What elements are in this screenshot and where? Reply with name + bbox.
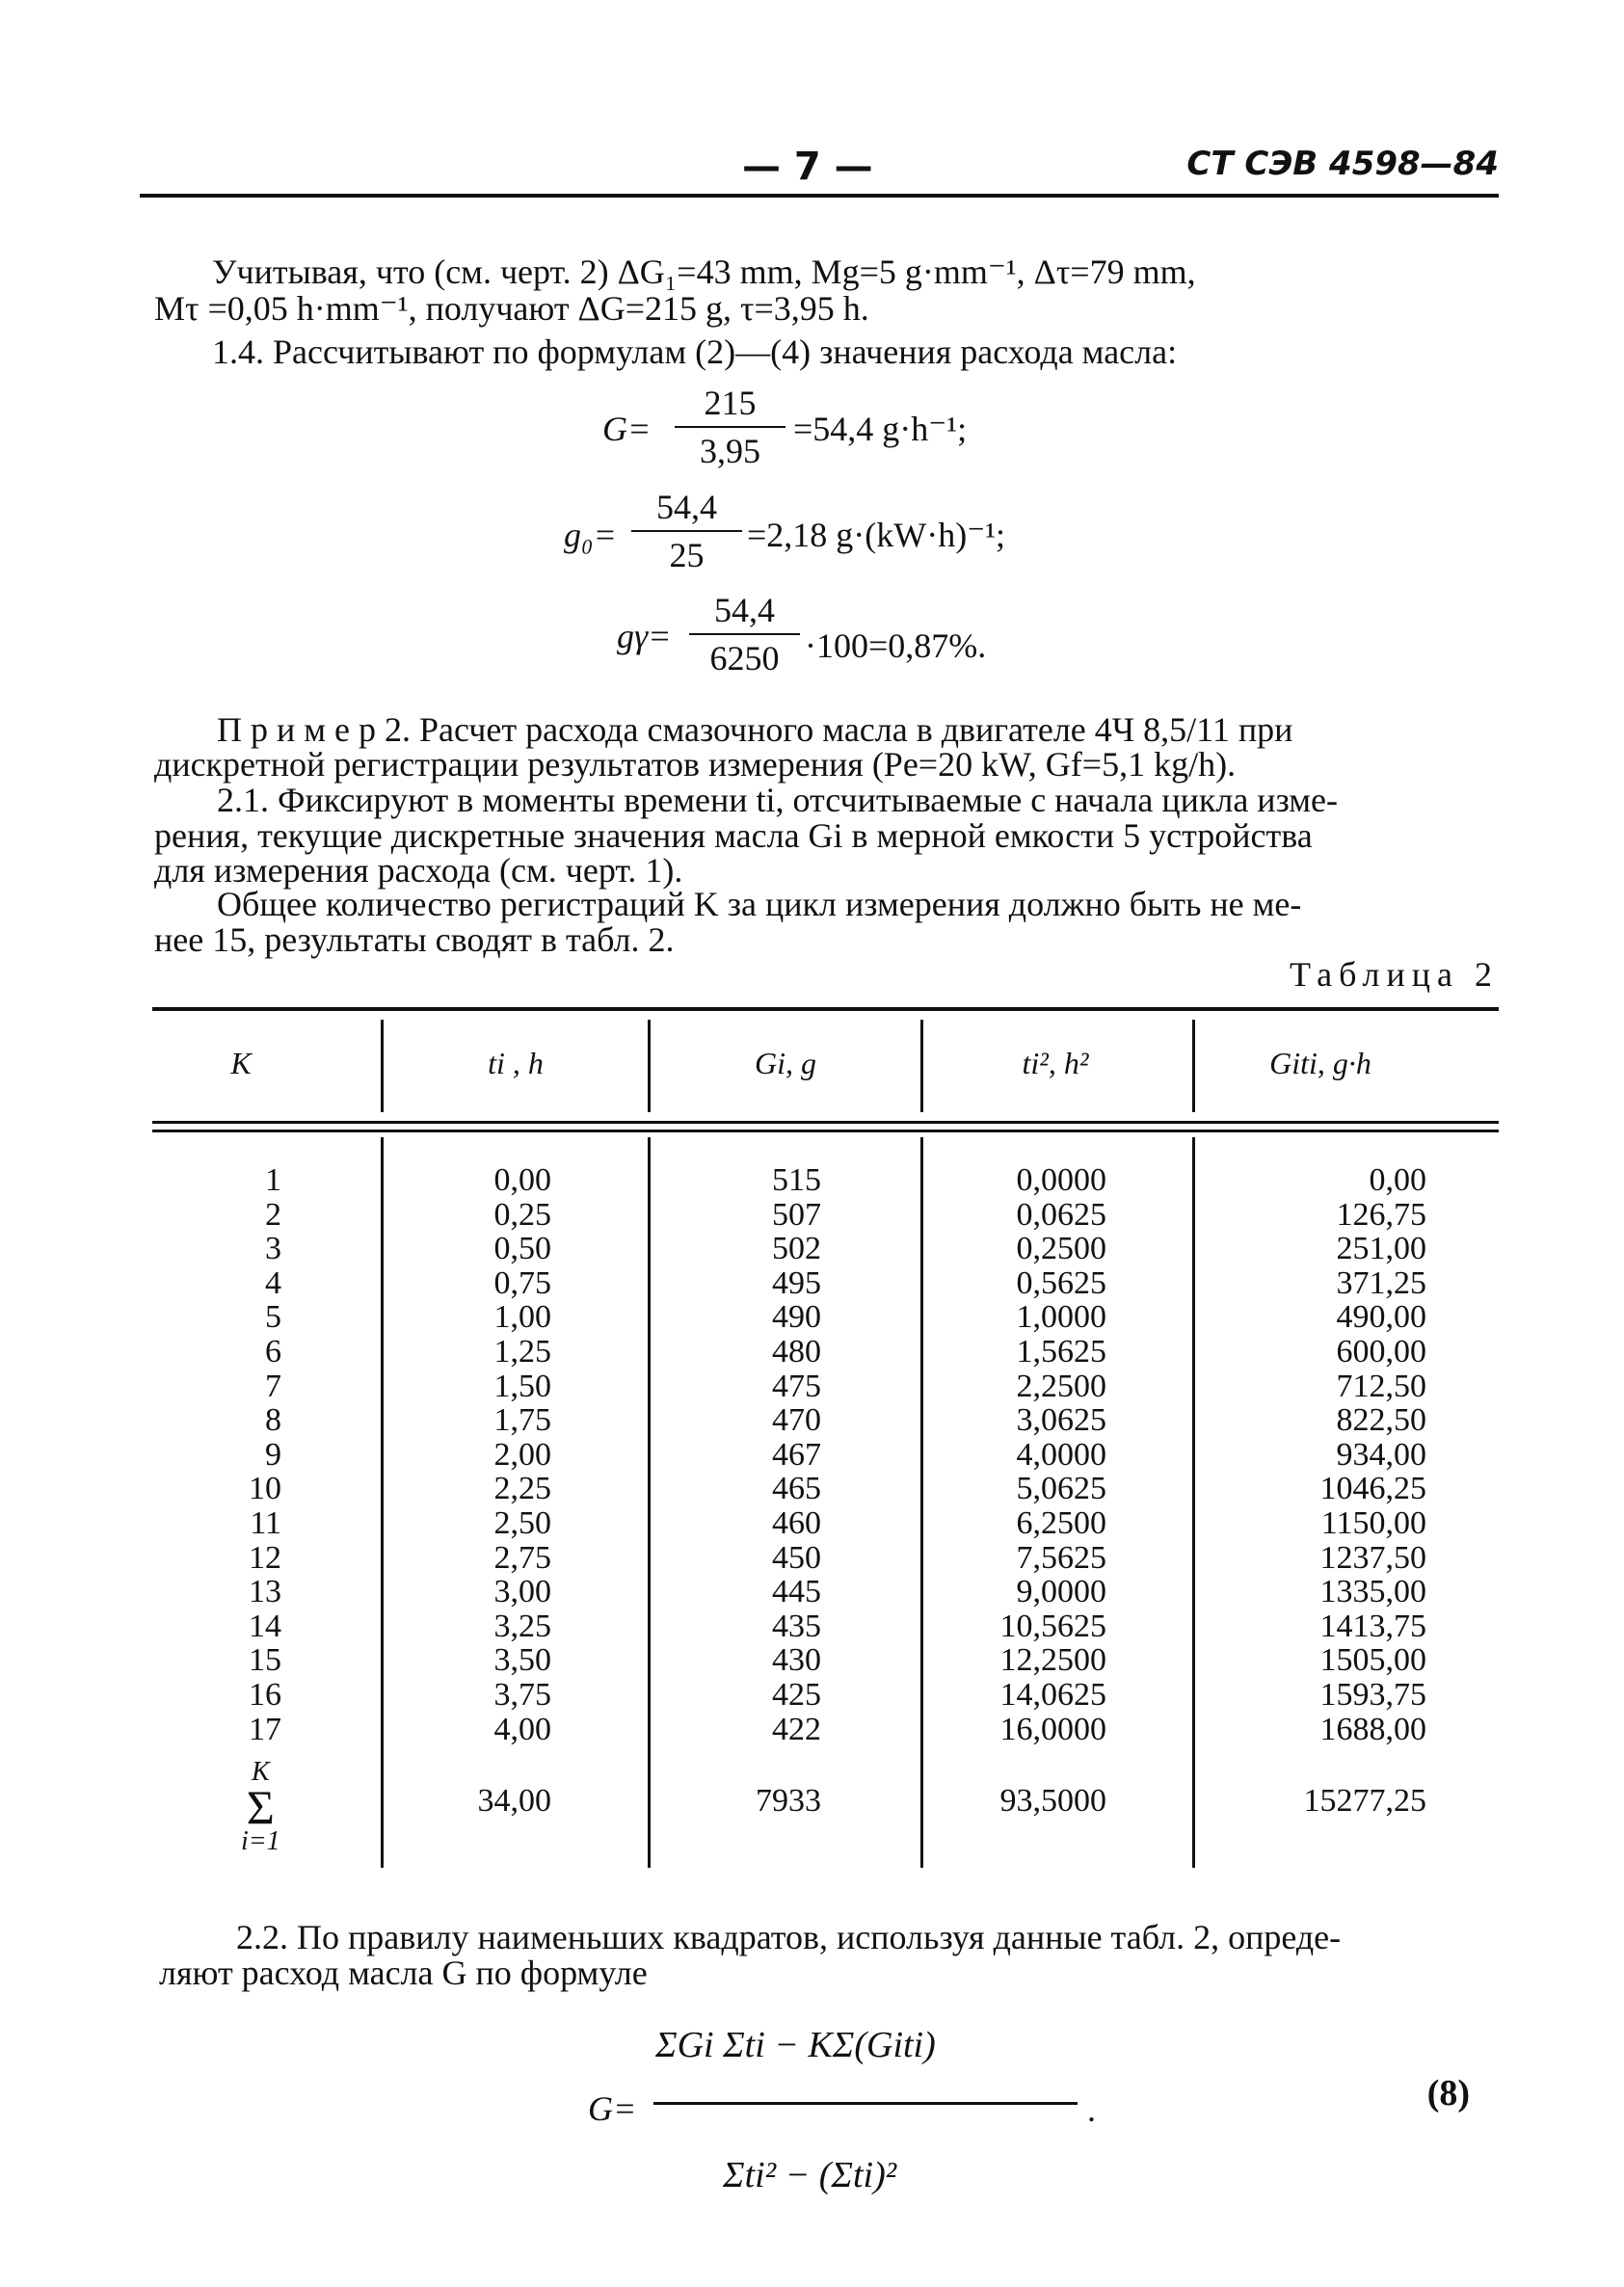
section22-line-2: ляют расход масла G по формуле [159, 1954, 648, 1992]
table-cell: 425 [772, 1676, 821, 1713]
formula1-fraction [675, 383, 785, 471]
formula1-result: =54,4 g·h⁻¹; [793, 410, 968, 448]
table-cell: 1505,00 [1319, 1642, 1426, 1679]
table-cell: 480 [772, 1333, 821, 1370]
table-cell: 16,0000 [999, 1711, 1106, 1747]
example2-line-1: П р и м е р 2. Расчет расхода смазочного масла в двигателе 4Ч 8,5/11 при [217, 710, 1293, 749]
table-cell: 10,5625 [999, 1608, 1106, 1644]
table-cell: 2,00 [493, 1436, 551, 1473]
example2-line-5: для измерения расхода (см. черт. 1). [154, 851, 683, 890]
example2-line-4: рения, текущие дискретные значения масла Gi в мерной емкости 5 устройства [154, 816, 1313, 855]
table-cell: 3,0625 [1016, 1402, 1106, 1439]
formula3-denominator: 6250 [709, 639, 780, 678]
table-cell: 8 [265, 1402, 281, 1439]
sum-upper-limit: K [252, 1757, 270, 1787]
table-cell: 0,00 [1369, 1162, 1426, 1198]
sum-lower-limit: i=1 [241, 1826, 280, 1856]
table-cell: 0,75 [493, 1264, 551, 1301]
equation-number: (8) [1426, 2073, 1470, 2114]
table-cell: 12,2500 [999, 1642, 1106, 1679]
table-cell: 3,75 [493, 1676, 551, 1713]
sum-gt: 15277,25 [1303, 1783, 1426, 1819]
header-k: K [230, 1046, 252, 1080]
column-g [742, 1163, 821, 1746]
table-cell: 4,0000 [1016, 1436, 1106, 1473]
column-t-squared [978, 1163, 1106, 1746]
table-cell: 1,25 [493, 1333, 551, 1370]
table-cell: 495 [772, 1264, 821, 1301]
table-cell: 5,0625 [1016, 1471, 1106, 1507]
formula1-lhs: G= [602, 410, 652, 448]
formula8-lhs: G= [588, 2089, 637, 2128]
table-vline-3 [920, 1137, 923, 1868]
table-cell: 9,0000 [1016, 1574, 1106, 1610]
table-cell: 14 [249, 1608, 281, 1644]
table-vline-1 [381, 1137, 384, 1868]
formula8-period: . [1087, 2090, 1096, 2129]
formula1-denominator: 3,95 [700, 432, 760, 470]
table-vline-1-head [381, 1020, 384, 1112]
table-cell: 822,50 [1336, 1402, 1426, 1439]
header-gt: Giti, g·h [1269, 1046, 1371, 1080]
table-cell: 3,50 [493, 1642, 551, 1679]
table-cell: 2,2500 [1016, 1368, 1106, 1404]
header-t: ti , h [488, 1046, 544, 1080]
formula2-lhs: g₀= [564, 516, 617, 554]
table-header-rule-1 [152, 1121, 1499, 1124]
table-cell: 460 [772, 1504, 821, 1541]
table-cell: 435 [772, 1608, 821, 1644]
table-vline-2 [648, 1137, 651, 1868]
table-cell: 490,00 [1336, 1299, 1426, 1336]
table-cell: 0,5625 [1016, 1264, 1106, 1301]
table-cell: 9 [265, 1436, 281, 1473]
sum-t-squared: 93,5000 [999, 1783, 1106, 1819]
table-cell: 3 [265, 1231, 281, 1267]
table-cell: 1,50 [493, 1368, 551, 1404]
table-cell: 0,50 [493, 1231, 551, 1267]
sigma-icon: Σ [246, 1780, 275, 1834]
table-cell: 0,00 [493, 1162, 551, 1198]
header-g: Gi, g [755, 1046, 816, 1080]
table-cell: 0,2500 [1016, 1231, 1106, 1267]
table-cell: 11 [250, 1504, 281, 1541]
table-cell: 251,00 [1336, 1231, 1426, 1267]
table-cell: 1046,25 [1319, 1471, 1426, 1507]
table-cell: 470 [772, 1402, 821, 1439]
example2-line-3: 2.1. Фиксируют в моменты времени ti, отсчитываемые с начала цикла изме- [217, 781, 1339, 819]
formula3-result: ·100=0,87%. [805, 626, 987, 665]
table-cell: 6 [265, 1333, 281, 1370]
table-cell: 10 [249, 1471, 281, 1507]
table-cell: 3,25 [493, 1608, 551, 1644]
table-cell: 6,2500 [1016, 1504, 1106, 1541]
formula3-numerator: 54,4 [714, 591, 775, 629]
table-cell: 1 [265, 1162, 281, 1198]
table-cell: 2,25 [493, 1471, 551, 1507]
formula2-result: =2,18 g·(kW·h)⁻¹; [747, 516, 1006, 554]
table-cell: 17 [249, 1711, 281, 1747]
table-cell: 1593,75 [1319, 1676, 1426, 1713]
formula3-lhs: gγ= [617, 617, 672, 655]
standard-code: СТ СЭВ 4598—84 [1186, 145, 1499, 183]
page-number: — 7 — [742, 145, 873, 189]
table-cell: 15 [249, 1642, 281, 1679]
table-cell: 465 [772, 1471, 821, 1507]
table-cell: 1,00 [493, 1299, 551, 1336]
table-cell: 1688,00 [1319, 1711, 1426, 1747]
formula8-denominator: Σti² − (Σti)² [723, 2155, 897, 2195]
table-header-rule-2 [152, 1130, 1499, 1132]
table-cell: 1,5625 [1016, 1333, 1106, 1370]
table-cell: 1,0000 [1016, 1299, 1106, 1336]
table-cell: 1413,75 [1319, 1608, 1426, 1644]
table-cell: 12 [249, 1539, 281, 1576]
table-cell: 712,50 [1336, 1368, 1426, 1404]
table-cell: 2,50 [493, 1504, 551, 1541]
table-cell: 467 [772, 1436, 821, 1473]
table-cell: 1,75 [493, 1402, 551, 1439]
formula8-fraction-line [653, 2102, 1078, 2105]
table-cell: 2,75 [493, 1539, 551, 1576]
table-cell: 1150,00 [1320, 1504, 1426, 1541]
table-cell: 490 [772, 1299, 821, 1336]
table-cell: 475 [772, 1368, 821, 1404]
table-cell: 450 [772, 1539, 821, 1576]
intro-line-3: 1.4. Рассчитывают по формулам (2)—(4) значения расхода масла: [212, 332, 1178, 371]
table-cell: 0,25 [493, 1196, 551, 1233]
table-cell: 7 [265, 1368, 281, 1404]
table-vline-4-head [1192, 1020, 1195, 1112]
table-cell: 422 [772, 1711, 821, 1747]
table-cell: 371,25 [1336, 1264, 1426, 1301]
table-cell: 126,75 [1336, 1196, 1426, 1233]
table-cell: 13 [249, 1574, 281, 1610]
sum-t: 34,00 [477, 1783, 551, 1819]
formula1-numerator: 215 [704, 384, 757, 422]
table-cell: 430 [772, 1642, 821, 1679]
table-cell: 4,00 [493, 1711, 551, 1747]
table-cell: 3,00 [493, 1574, 551, 1610]
header-t-squared: ti², h² [1022, 1046, 1089, 1080]
table-cell: 5 [265, 1299, 281, 1336]
table-cell: 14,0625 [999, 1676, 1106, 1713]
formula2-fraction [631, 487, 742, 575]
table-cell: 515 [772, 1162, 821, 1198]
example2-line-2: дискретной регистрации результатов измерения (Pe=20 kW, Gf=5,1 kg/h). [154, 745, 1237, 784]
sum-g: 7933 [756, 1783, 821, 1819]
example2-line-7: нее 15, результаты сводят в табл. 2. [154, 920, 675, 959]
table-cell: 7,5625 [1016, 1539, 1106, 1576]
header-rule [140, 194, 1499, 198]
table-cell: 2 [265, 1196, 281, 1233]
formula2-denominator: 25 [669, 536, 705, 574]
column-gt [1282, 1163, 1426, 1746]
section22-line-1: 2.2. По правилу наименьших квадратов, используя данные табл. 2, опреде- [236, 1918, 1342, 1956]
table-cell: 0,0000 [1016, 1162, 1106, 1198]
table-cell: 507 [772, 1196, 821, 1233]
column-t [453, 1163, 551, 1746]
intro-line-2: Mτ =0,05 h·mm⁻¹, получают ΔG=215 g, τ=3,95 h. [154, 289, 869, 328]
table-cell: 0,0625 [1016, 1196, 1106, 1233]
table-cell: 1237,50 [1319, 1539, 1426, 1576]
table-cell: 16 [249, 1676, 281, 1713]
table-cell: 4 [265, 1264, 281, 1301]
table-cell: 1335,00 [1319, 1574, 1426, 1610]
formula3-fraction [689, 590, 800, 678]
table-title: Таблица 2 [1290, 955, 1499, 994]
sum-symbol [241, 1757, 280, 1856]
table-cell: 600,00 [1336, 1333, 1426, 1370]
table-vline-3-head [920, 1020, 923, 1112]
table-vline-4 [1192, 1137, 1195, 1868]
table-cell: 934,00 [1336, 1436, 1426, 1473]
formula2-numerator: 54,4 [656, 488, 717, 526]
table-cell: 445 [772, 1574, 821, 1610]
table-vline-2-head [648, 1020, 651, 1112]
table-top-rule [152, 1007, 1499, 1011]
example2-line-6: Общее количество регистраций K за цикл измерения должно быть не ме- [217, 885, 1302, 923]
intro-line-1: Учитывая, что (см. черт. 2) ΔG₁=43 mm, Mg=5 g·mm⁻¹, Δτ=79 mm, [212, 253, 1196, 291]
formula8-numerator: ΣGi Σti − KΣ(Giti) [655, 2025, 936, 2065]
table-cell: 502 [772, 1231, 821, 1267]
column-k [231, 1163, 281, 1746]
